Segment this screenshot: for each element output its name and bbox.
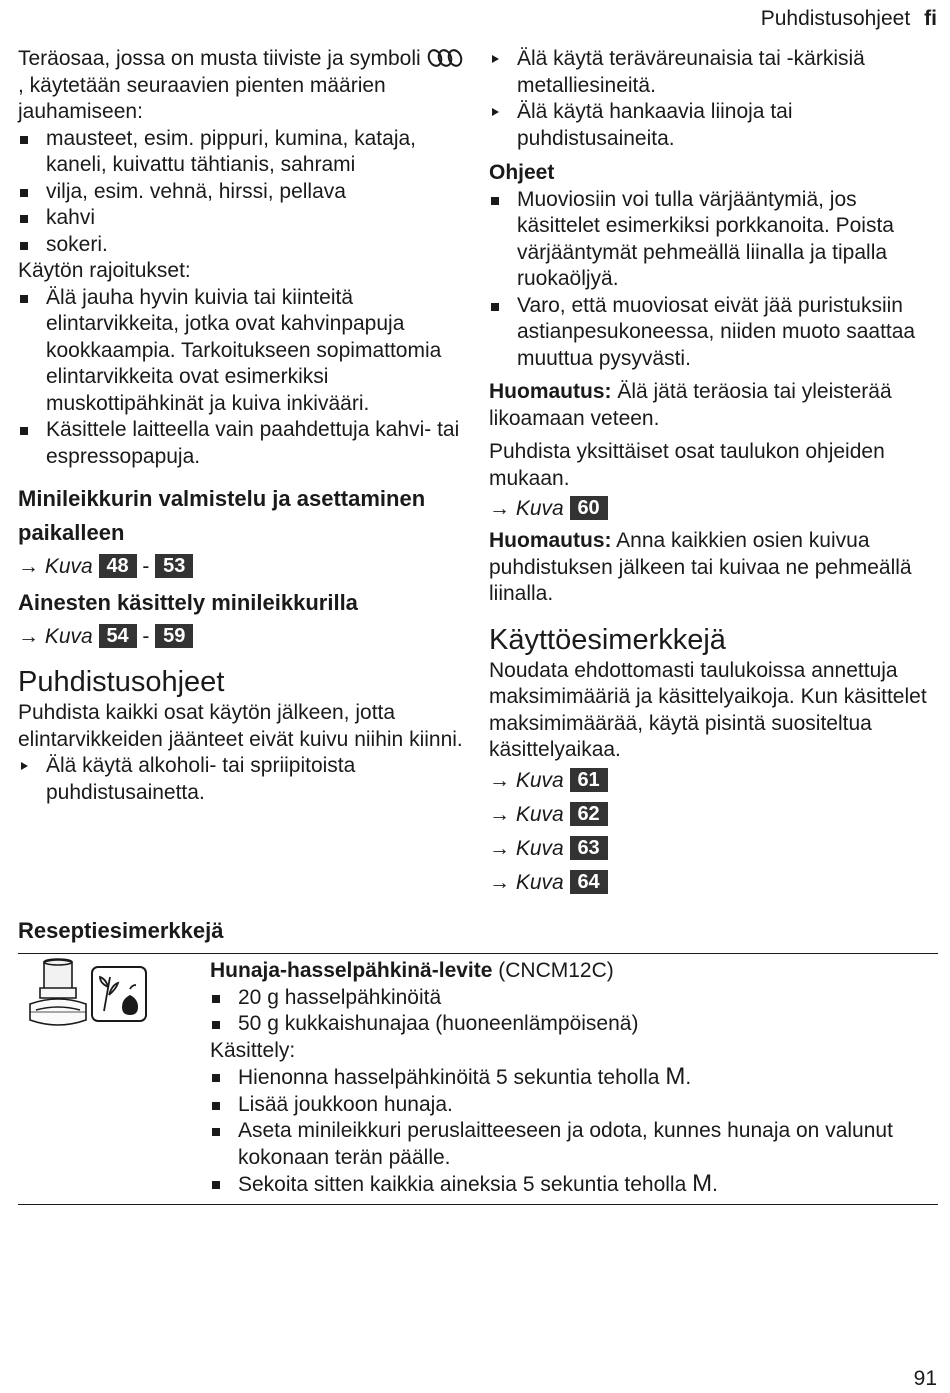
list-item: Älä käytä hankaavia liinoja tai puhdistusaineita. xyxy=(489,99,941,152)
figure-ref-label: Kuva xyxy=(515,768,564,792)
list-item xyxy=(210,1092,930,1119)
list-item: Älä käytä teräväreunaisia tai -kärkisiä metalliesineitä. xyxy=(489,46,941,99)
list-item: 20 g hasselpähkinöitä xyxy=(210,985,930,1012)
figure-range-dash: - xyxy=(142,555,150,578)
blade-intro xyxy=(18,46,468,126)
list-item xyxy=(210,1171,930,1199)
right-column xyxy=(489,46,941,900)
section-title-processing: Ainesten käsittely minileikkurilla xyxy=(18,590,358,615)
blade-intro-text: Teräosaa, jossa on musta tiiviste ja symboli xyxy=(18,47,421,70)
figure-ref-label: Kuva xyxy=(515,870,564,894)
figure-badge: 48 xyxy=(99,554,137,578)
page-number: 91 xyxy=(913,1367,937,1390)
steps-list xyxy=(210,1064,930,1199)
figure-ref xyxy=(489,764,941,798)
list-item: Älä jauha hyvin kuivia tai kiinteitä elintarvikkeita, jotka ovat kahvinpapuja kookkaampia. Tarkoitukseen sopimattomia elintarvikkeita ovat esimerkiksi muskottipähkinät ja kuiva inkivääri. xyxy=(18,285,468,418)
step-text: Hienonna hasselpähkinöitä 5 sekuntia teholla xyxy=(238,1066,666,1089)
figure-ref-label: Kuva xyxy=(515,497,564,520)
arrow-icon: → xyxy=(489,768,510,792)
note-label: Huomautus: xyxy=(489,380,612,403)
limits-list xyxy=(18,285,468,471)
figure-badge: 61 xyxy=(570,768,608,792)
table-instruction: Puhdista yksittäiset osat taulukon ohjeiden mukaan. xyxy=(489,440,885,490)
nuts-spices-icon xyxy=(90,965,148,1023)
figure-ref xyxy=(18,550,468,584)
ingredient-list xyxy=(210,985,930,1038)
recipe-body xyxy=(210,958,930,1199)
blade-intro-text-end: , käytetään seuraavien pienten määrien jauhamiseen: xyxy=(18,73,386,123)
list-item: Käsittele laitteella vain paahdettuja kahvi- tai espressopapuja. xyxy=(18,417,468,470)
figure-badge: 62 xyxy=(570,802,608,826)
list-item: vilja, esim. vehnä, hirssi, pellava xyxy=(18,179,468,206)
arrow-icon: → xyxy=(489,836,510,860)
cleaning-text: Puhdista kaikki osat käytön jälkeen, jotta elintarvikkeiden jäänteet eivät kuivu niihin kiinni. xyxy=(18,701,463,751)
list-item: 50 g kukkaishunajaa (huoneenlämpöisenä) xyxy=(210,1011,930,1038)
blade-symbol-icon xyxy=(427,48,467,68)
figure-ref-label: Kuva xyxy=(515,836,564,860)
uses-list xyxy=(18,126,468,259)
recipe-code: (CNCM12C) xyxy=(492,959,614,982)
note-dry xyxy=(489,528,941,608)
figure-ref xyxy=(489,492,941,526)
list-item: Muoviosiin voi tulla värjääntymiä, jos käsittelet esimerkiksi porkkanoita. Poista värjääntymät pehmeällä liinalla ja tipalla ruokaöljyä. xyxy=(489,187,941,293)
step-text-end: . xyxy=(712,1173,718,1196)
figure-ref xyxy=(18,620,468,654)
tips-label: Ohjeet xyxy=(489,161,555,184)
figure-badge: 64 xyxy=(570,870,608,894)
cleaning-heading: Puhdistusohjeet xyxy=(18,666,225,698)
list-item: Varo, että muoviosat eivät jää puristuksiin astianpesukoneessa, niiden muoto saattaa muuttua pysyvästi. xyxy=(489,293,941,373)
note-text: Anna kaikkien osien kuivua puhdistuksen jälkeen tai kuivaa ne pehmeällä liinalla. xyxy=(489,529,912,605)
figure-ref-label: Kuva xyxy=(44,625,93,648)
figure-ref-label: Kuva xyxy=(44,555,93,578)
step-text-end: . xyxy=(685,1066,692,1089)
arrow-icon: → xyxy=(18,625,39,648)
steps-label: Käsittely: xyxy=(210,1038,296,1062)
note-label: Huomautus: xyxy=(489,529,612,552)
arrow-icon: → xyxy=(489,870,510,894)
mini-chopper-icon xyxy=(26,958,90,1030)
speed-setting: M xyxy=(692,1170,713,1197)
note-soak xyxy=(489,379,941,432)
header-title: Puhdistusohjeet xyxy=(760,7,911,30)
list-item: sokeri. xyxy=(18,232,468,259)
examples-heading: Käyttöesimerkkejä xyxy=(489,623,726,656)
figure-badge: 59 xyxy=(155,624,193,648)
list-item: kahvi xyxy=(18,205,468,232)
recipe-heading xyxy=(210,958,930,985)
figure-ref xyxy=(489,832,941,866)
figure-badge: 53 xyxy=(155,554,193,578)
list-item: mausteet, esim. pippuri, kumina, kataja, kaneli, kuivattu tähtianis, sahrami xyxy=(18,126,468,179)
cleaning-bullets xyxy=(18,753,468,806)
list-item: Älä käytä alkoholi- tai spriipitoista puhdistusainetta. xyxy=(18,753,468,806)
list-item xyxy=(210,1118,930,1171)
recipes-heading: Reseptiesimerkkejä xyxy=(18,918,224,943)
figure-badge: 60 xyxy=(570,496,608,520)
arrow-icon: → xyxy=(18,555,39,578)
step-text: Sekoita sitten kaikkia aineksia 5 sekuntia teholla xyxy=(238,1173,693,1196)
figure-ref xyxy=(489,798,941,832)
figure-range-dash: - xyxy=(142,625,150,648)
section-title-prep: Minileikkurin valmistelu ja asettaminen paikalleen xyxy=(18,486,426,545)
left-column xyxy=(18,46,468,806)
step-text: Lisää joukkoon hunaja. xyxy=(238,1092,453,1116)
arrow-icon: → xyxy=(489,497,510,520)
cleaning-bullets-cont xyxy=(489,46,941,152)
figure-ref-label: Kuva xyxy=(515,802,564,826)
arrow-icon: → xyxy=(489,802,510,826)
step-text: Aseta minileikkuri peruslaitteeseen ja odota, kunnes hunaja on valunut kokonaan terän päälle. xyxy=(238,1119,893,1169)
recipe-name: Hunaja-hasselpähkinä-levite xyxy=(210,959,493,982)
figure-ref xyxy=(489,866,941,900)
note-text: Älä jätä teräosia tai yleisterää likoamaan veteen. xyxy=(489,380,892,430)
page-header xyxy=(761,6,937,33)
figure-badge: 63 xyxy=(570,836,608,860)
figure-badge: 54 xyxy=(99,624,137,648)
speed-setting: M xyxy=(665,1063,686,1090)
examples-text: Noudata ehdottomasti taulukoissa annettuja maksimimääriä ja käsittelyaikoja. Kun käsittelet maksimimäärää, käytä pisintä suositeltua käsittelyaikaa. xyxy=(489,658,927,761)
recipe-bottom-rule xyxy=(18,1204,938,1205)
recipe-top-rule xyxy=(18,953,938,954)
list-item xyxy=(210,1064,930,1092)
tips-list xyxy=(489,187,941,373)
header-language: fi xyxy=(924,7,937,30)
limits-label: Käytön rajoitukset: xyxy=(18,259,191,282)
